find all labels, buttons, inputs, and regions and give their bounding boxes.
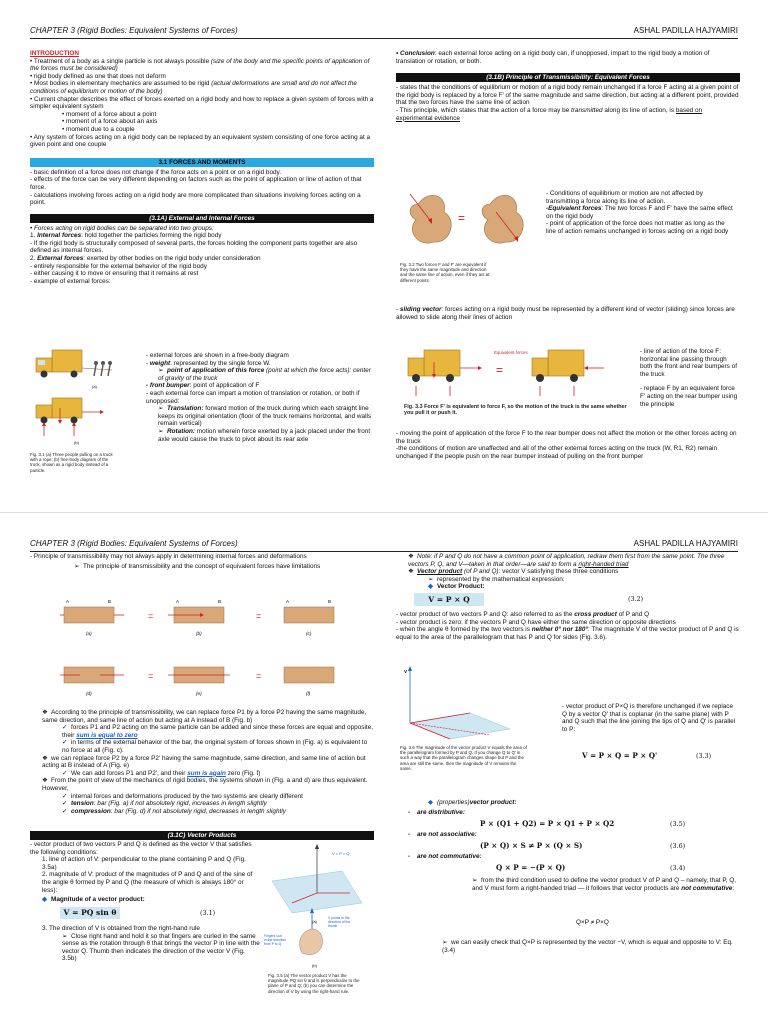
sliding-vector: - sliding vector: forces acting on a rigid body must be represented by a different kind of vector (sliding) since forces are allowed to slide along their lines of action bbox=[396, 306, 735, 321]
vp-l4: 3. The direction of V is obtained from the right-hand rule bbox=[42, 925, 200, 932]
diamond-bullet-icon: ❖ bbox=[408, 553, 414, 560]
bar-b-point-b: B bbox=[218, 599, 222, 604]
section-3-1-title: 3.1 FORCES AND MOMENTS bbox=[30, 158, 374, 167]
bars-label-c: (c) bbox=[306, 631, 312, 636]
fig-3-5-label-a: (a) bbox=[312, 919, 317, 924]
truck-replace-force: - replace F by an equivalent force F' acting on the rear bumper using the principle bbox=[640, 385, 738, 408]
equivalent-forces-label: Equivalent forces bbox=[494, 350, 528, 355]
arrow-bullet-icon: ➢ bbox=[472, 877, 478, 884]
p2-f3b: ✓ tension: bar (Fig. a) if not absolutely rigid, increases in length slightly bbox=[62, 800, 267, 808]
fig-3-6-v: V bbox=[404, 669, 408, 674]
s31a-l4 bbox=[30, 255, 374, 263]
fig-3-3-trucks bbox=[400, 344, 630, 402]
eq-3-3-number: (3.3) bbox=[696, 752, 712, 760]
p2-r1: - vector product of two vectors P and Q: also referred to as the cross product of P and Q bbox=[396, 611, 650, 618]
book-icon: ◆ bbox=[428, 583, 433, 591]
bars-label-a: (a) bbox=[86, 631, 92, 636]
p2-prop-2 bbox=[396, 831, 740, 839]
page-1 bbox=[0, 0, 768, 512]
eq-3-1: V = PQ sin θ bbox=[60, 907, 120, 919]
truck-n4-rest: : point of application of F bbox=[189, 382, 260, 390]
p2-last-line: ➢ we can easily check that Q×P is represented by the vector −V, which is equal and opposite to V: Eq. (3.4) bbox=[442, 939, 733, 954]
truck-n3-rest: (point at which the force acts): center of gravity of the truck bbox=[158, 367, 371, 382]
truck-rope-drawing bbox=[36, 350, 112, 378]
p2-f3: ❖ From the point of view of the mechanics of rigid bodies, the systems shown in (Fig. a and d) are thus equivalent. However, bbox=[42, 777, 368, 792]
truck-n2-rest: : represented by the single force W. bbox=[170, 359, 271, 367]
sliding-vector-para bbox=[396, 306, 740, 321]
author-name-2: ASHAL PADILLA HAJYAMIRI bbox=[633, 539, 738, 548]
s31a-l5: - entirely responsible for the external behavior of the rigid body bbox=[30, 262, 207, 270]
eq-3-4-number: (3.4) bbox=[670, 864, 686, 872]
vector-products-text bbox=[30, 841, 260, 904]
intro-b1-note: (size of the body and the specific points of application of the forces must be considered) bbox=[30, 57, 370, 73]
s31b-l1: - states that the conditions of equilibrium or motion of a rigid body remain unchanged if a force F acting at a given point of the rigid body is replaced by a force F' of the same magnitude and same direction, but acting at a different point, provided that the two forces have the same line of action bbox=[396, 84, 739, 107]
p2-f2: ❖ we can replace force P2 by a force P2' having the same magnitude, same direction, and same line of action but acting at B instead of A (Fig. e) bbox=[42, 754, 366, 770]
svg-text:=: = bbox=[148, 611, 154, 621]
truck-n6-rest: forward motion of the truck during which each straight line keeps its original orientation (floor of the truck remains horizontal, and walls remain vertical) bbox=[158, 405, 372, 428]
s31a-l4-rest: : exerted by other bodies on the rigid body under consideration bbox=[83, 255, 261, 263]
bar-e bbox=[168, 667, 230, 683]
s31a-l3: - If the rigid body is structurally composed of several parts, the forces holding the component parts together are also defined as internal forces. bbox=[30, 239, 358, 255]
fig-3-5-caption: Fig. 3.5 (a) The vector product V has the magnitude PQ sin θ and is perpendicular to the plane of P and Q; (b) you can determine the direction of V by using the right-hand rule. bbox=[268, 973, 360, 994]
bar-b-point-a: A bbox=[176, 599, 180, 604]
svg-text:=: = bbox=[256, 671, 262, 681]
eq-3-1-number: (3.1) bbox=[200, 909, 216, 917]
page-2 bbox=[0, 512, 768, 1025]
vector-products-text-2 bbox=[30, 925, 260, 963]
eq-3-2-number: (3.2) bbox=[628, 595, 644, 603]
fig-3-2-equivalent-forces bbox=[400, 186, 540, 258]
s31a-l4-num: 2. bbox=[30, 255, 38, 263]
s31a-l6: - either causing it to move or ensuring that it remains at rest bbox=[30, 270, 199, 278]
fig-3-1-caption: Fig. 3.1 (a) Three people pulling on a truck with a rope; (b) free-body diagram of the truck, shown as a rigid body instead of a particle. bbox=[30, 452, 113, 473]
bar-a bbox=[60, 607, 124, 623]
truck-line-of-action: - line of action of the force F: horizontal line passing through both the front and rear bumpers of the truck bbox=[640, 348, 737, 378]
intro-b2: • rigid body defined as one that does not deform bbox=[30, 72, 166, 80]
intro-b5: • Any system of forces acting on a rigid body can be replaced by an equivalent system consisting of one force acting at a given point and one couple bbox=[30, 133, 371, 149]
p2-properties bbox=[396, 799, 740, 816]
eq-3-2: V = P × Q bbox=[414, 593, 484, 606]
diamond-bullet-icon: ❖ bbox=[408, 568, 414, 576]
conclusion bbox=[396, 50, 740, 65]
translation-term: Translation: bbox=[167, 405, 204, 413]
truck-n2 bbox=[146, 360, 372, 368]
svg-text:=: = bbox=[256, 611, 262, 621]
p2-vp-label: ◆ Vector Product: bbox=[428, 583, 485, 591]
bars-label-f: (f) bbox=[306, 691, 311, 696]
side-2 bbox=[546, 205, 736, 220]
side-2-rest: : The two forces F and F' have the same effect on the rigid body bbox=[546, 205, 733, 220]
fig-3-2-caption: Fig. 3.2 Two forces F and F' are equivalent if they have the same magnitude and direction and the same line of action, even if they act at different points. bbox=[400, 262, 490, 283]
check-bullet-icon: ✓ bbox=[62, 724, 68, 732]
page-header-2 bbox=[30, 537, 738, 552]
p1-right-column bbox=[396, 50, 740, 122]
p2-right-column bbox=[396, 553, 740, 591]
truck-n3 bbox=[146, 367, 372, 382]
sliding-vector-text: : forces acting on a rigid body must be represented by a different kind of vector (sliding) since forces are allowed to slide along their lines of action bbox=[396, 306, 735, 321]
bar-c-point-a: A bbox=[286, 599, 290, 604]
inequality: Q×P ≠ P×Q bbox=[576, 919, 609, 926]
bar-c bbox=[284, 607, 334, 623]
s31b-l2-i: transmitted bbox=[571, 106, 603, 114]
section-3-1a-title: (3.1A) External and Internal Forces bbox=[30, 214, 374, 223]
book-icon: ◆ bbox=[42, 896, 47, 904]
eq-3-5-number: (3.5) bbox=[670, 820, 686, 828]
s31a-l2-rest: : hold together the particles forming the rigid body bbox=[81, 232, 222, 240]
section-3-1b-title: (3.1B) Principle of Transmissibility: Equivalent Forces bbox=[396, 73, 740, 82]
arrow-bullet-icon: ➢ bbox=[158, 405, 164, 413]
truck-n7 bbox=[146, 428, 372, 443]
s31a-l2 bbox=[30, 232, 374, 240]
eq-3-5: P × (Q1 + Q2) = P × Q1 + P × Q2 bbox=[480, 819, 615, 828]
fig-3-5 bbox=[262, 841, 372, 971]
svg-text:=: = bbox=[148, 671, 154, 681]
s31a-l1: • Forces acting on rigid bodies can be separated into two groups: bbox=[30, 224, 214, 232]
vp-l3: 2. magnitude of V: product of the magnitudes of P and Q and of the sine of the angle θ formed by P and Q (the measure of which is always 180° or less): bbox=[42, 871, 253, 894]
p2-inequality bbox=[576, 919, 696, 927]
side-1: - Conditions of equilibrium or motion are not affected by transmitting a force along its line of action. bbox=[546, 190, 703, 205]
vp-mag-label: ◆ Magnitude of a vector product: bbox=[42, 896, 145, 904]
s31b-m2: -the conditions of motion are unaffected and all of the other external forces acting on the truck (W, R1, R2) remain unchanged if the people push on the rear bumper instead of pulling on the front bumper bbox=[396, 445, 718, 460]
s31-l2: - effects of the force can be very different depending on factors such as the point of application or line of action of that force. bbox=[30, 176, 362, 191]
equivalent-forces-term: -Equivalent forces bbox=[546, 205, 602, 213]
bar-f bbox=[284, 667, 334, 683]
s31b-bottom bbox=[396, 430, 740, 460]
side-3: - point of application of the force does not matter as long as the line of action remains unchanged in forces acting on a rigid body bbox=[546, 220, 729, 235]
point-of-application-term: point of application of this force bbox=[167, 367, 265, 375]
intro-s3: • moment due to a couple bbox=[62, 125, 135, 133]
p2-commutative-note bbox=[440, 877, 740, 892]
svg-text:=: = bbox=[496, 363, 504, 377]
vp-l2: 1. line of action of V: perpendicular to the plane containing P and Q (Fig. 3.5a) bbox=[42, 856, 246, 871]
eq-3-4: Q × P = −(P × Q) bbox=[496, 863, 566, 872]
bars-label-b: (b) bbox=[196, 631, 202, 636]
s31b-l2-u: based on experimental evidence bbox=[396, 106, 703, 122]
p2-s1: - vector product of P×Q is therefore unchanged if we replace Q by a vector Q' that is coplanar (in the same plane) with P and Q such that the line joining the tips of Q and Q' is parallel to P: bbox=[562, 703, 736, 733]
fig-3-6-caption: Fig. 3.6 The magnitude of the vector product V equals the area of the parallelogram formed by P and Q. If you change Q to Q' in such a way that the parallelogram changes shape but P and the area are still the same, then the magnitude of V remains the same. bbox=[400, 745, 527, 771]
bar-c-point-b: B bbox=[328, 599, 332, 604]
prop-commutative: - are not commutative: bbox=[408, 853, 482, 860]
s31b-side-notes bbox=[546, 190, 736, 236]
p2-prop-3 bbox=[396, 853, 740, 861]
arrow-bullet-icon: ➢ bbox=[158, 427, 164, 435]
conclusion-term: • Conclusion bbox=[396, 50, 435, 57]
truck-n5: - each external force can impart a motion of translation or rotation, or both if unopposed: bbox=[146, 389, 360, 405]
truck-n7-rest: motion wherein force exerted by a jack placed under the front axle would cause the truck to pivot about its rear axle bbox=[158, 427, 371, 443]
truck-n6 bbox=[146, 405, 372, 428]
external-forces-term: External forces bbox=[37, 255, 84, 263]
fig-3-1-truck bbox=[30, 346, 142, 452]
sliding-vector-term: sliding vector bbox=[399, 306, 442, 313]
p2-f2a: ✓ We can add forces P1 and P2', and their sum is again zero (Fig. f) bbox=[62, 769, 261, 777]
p2-f1b: ✓ in terms of the external behavior of the bar, the original system of forces shown in (Fig. a) is equivalent to no force at all (Fig. c). bbox=[62, 739, 368, 754]
fig-3-6-parallelogram bbox=[400, 663, 530, 743]
p2-l1: - Principle of transmissibility may not always apply in determining internal forces and deformations bbox=[30, 553, 307, 560]
section-3-1c-title: (3.1C) Vector Products bbox=[30, 831, 374, 840]
dash-bullet-icon: - bbox=[408, 831, 411, 838]
dash-bullet-icon: - bbox=[408, 808, 411, 816]
page-header bbox=[30, 24, 738, 39]
p2-f3a: ✓ internal forces and deformations produced by the two systems are clearly different bbox=[62, 792, 303, 800]
fig-3-1-label-a: (a) bbox=[92, 384, 97, 389]
p2-l2: ➢ The principle of transmissibility and the concept of equivalent forces have limitations bbox=[74, 562, 321, 570]
fig-3-1-label-b: (b) bbox=[74, 440, 79, 445]
p2-def: ❖ Vector product (of P and Q): vector V satisfying these three conditions bbox=[408, 568, 619, 576]
truck-fbd-drawing bbox=[36, 398, 104, 436]
check-bullet-icon: ✓ bbox=[62, 739, 68, 747]
p2-note: ❖ Note: if P and Q do not have a common point of application, redraw them first from the same point. The three vectors P, Q, and V—taken in that order—are said to form a right-handed triad bbox=[408, 553, 725, 568]
fig-3-5-label-b: (b) bbox=[312, 963, 317, 968]
p2-c1: ➢ from the third condition used to define the vector product V of P and Q – namely, that P, Q, and V must form a right-handed triad — it follows that vector products are not commutative: bbox=[472, 877, 737, 892]
arrow-bullet-icon: ➢ bbox=[74, 562, 80, 570]
p2-r3: - when the angle θ formed by the two vectors is neither 0° nor 180°: The magnitude V of the vector product of P and Q is equal to the area of the parallelogram that has P and Q for sides (Fig. 3.6). bbox=[396, 626, 739, 641]
props-title: ◆ (properties)vector product: bbox=[428, 799, 517, 806]
arrow-bullet-icon: ➢ bbox=[62, 932, 68, 940]
arrow-bullet-icon: ➢ bbox=[158, 367, 164, 375]
fig-3-3-notes bbox=[640, 348, 740, 408]
intro-s2: • moment of a force about an axis bbox=[62, 118, 158, 126]
p2-r2: - vector product is zero: if the vectors P and Q have either the same direction or opposite directions bbox=[396, 618, 676, 626]
truck-n1: - external forces are shown in a free-body diagram bbox=[146, 352, 289, 359]
author-name: ASHAL PADILLA HAJYAMIRI bbox=[633, 26, 738, 35]
bar-d bbox=[60, 667, 124, 683]
diamond-bullet-icon: ❖ bbox=[42, 777, 48, 785]
arrow-bullet-icon: ➢ bbox=[442, 939, 448, 946]
intro-s1: • moment of a force about a point bbox=[62, 110, 157, 118]
p2-f1a: ✓ forces P1 and P2 acting on the same particle can be added and since these forces are equal and opposite, their sum is equal to zero bbox=[62, 724, 373, 739]
fig-3-5-v-label: V = P × Q bbox=[332, 851, 350, 856]
check-bullet-icon: ✓ bbox=[62, 800, 68, 808]
p2-f3c: ✓ compression: bar (Fig. d) if not absolutely rigid, decreases in length slightly bbox=[62, 807, 286, 815]
intro-b3-note: (actual deformations are small and do not affect the conditions of equilibrium or motion of the body) bbox=[30, 80, 357, 95]
bar-a-point-a: A bbox=[66, 599, 70, 604]
arrow-bullet-icon: ➢ bbox=[428, 575, 434, 583]
diamond-bullet-icon: ❖ bbox=[42, 709, 48, 716]
p2-left-bullets bbox=[30, 709, 374, 815]
check-bullet-icon: ✓ bbox=[62, 769, 68, 777]
eq-3-6: (P × Q) × S ≠ P × (Q × S) bbox=[480, 841, 583, 850]
s31-l3: - calculations involving forces acting on a rigid body are more complicated than situations involving forces acting on a point. bbox=[30, 191, 361, 207]
eq-3-3: V = P × Q = P × Q' bbox=[582, 751, 658, 760]
truck-notes bbox=[146, 352, 372, 443]
vp-l5: ➢ Close right hand and hold it so that fingers are curled in the same sense as the rotation through θ that brings the vector P in line with the vector Q. Thumb then indicates the direction of the vector V (Fig. 3.5b) bbox=[62, 932, 260, 963]
chapter-title-2: CHAPTER 3 (Rigid Bodies: Equivalent Systems of Forces) bbox=[30, 539, 238, 548]
s31b-l2-b: along its line of action, is bbox=[602, 106, 676, 114]
prop-associative: - are not associative: bbox=[408, 831, 477, 838]
intro-title: INTRODUCTION bbox=[30, 50, 79, 57]
bars-label-d: (d) bbox=[86, 691, 92, 696]
truck-n4 bbox=[146, 382, 372, 390]
fig-3-5-fingers-text: Fingers curl in the direction from P to Q bbox=[264, 934, 287, 946]
s31a-l7: - example of external forces: bbox=[30, 277, 111, 285]
p2-left-top bbox=[30, 553, 374, 570]
s31b-l2 bbox=[396, 107, 740, 122]
truck-n2-dash: - bbox=[146, 359, 150, 367]
p2-s1-block bbox=[562, 703, 738, 733]
chapter-title: CHAPTER 3 (Rigid Bodies: Equivalent Systems of Forces) bbox=[30, 26, 238, 35]
s31-l1: - basic definition of a force does not change if the force acts on a point or on a rigid body. bbox=[30, 168, 282, 176]
intro-b1-text: • Treatment of a body as a single particle is not always possible bbox=[30, 57, 211, 65]
intro-b4: • Current chapter describes the effect of forces exerted on a rigid body and how to replace a given system of forces with a simpler equivalent system bbox=[30, 95, 374, 111]
diamond-bullet-icon: ❖ bbox=[42, 754, 48, 762]
book-icon: ◆ bbox=[428, 799, 433, 806]
p2-def-sub: ➢ represented by the mathematical expression: bbox=[428, 575, 565, 583]
eq-3-6-number: (3.6) bbox=[670, 842, 686, 850]
check-bullet-icon: ✓ bbox=[62, 807, 68, 815]
p2-last bbox=[410, 939, 740, 954]
p1-left-column bbox=[30, 50, 374, 285]
p2-right-column-2 bbox=[396, 611, 740, 641]
s31b-l2-a: - This principle, which states that the action of a force may be bbox=[396, 106, 571, 114]
prop-distributive: - are distributive: bbox=[408, 808, 465, 816]
s31a-l2-num: 1. bbox=[30, 232, 38, 240]
weight-term: weight bbox=[149, 359, 171, 367]
internal-forces-term: Internal forces bbox=[37, 232, 82, 240]
vp-l1: - vector product of two vectors P and Q is defined as the vector V that satisfies the following conditions: bbox=[30, 841, 252, 856]
intro-b1 bbox=[30, 58, 374, 73]
check-bullet-icon: ✓ bbox=[62, 792, 68, 800]
rotation-term: Rotation: bbox=[167, 427, 196, 435]
s31b-m1: - moving the point of application of the force F to the rear bumper does not affect the motion or the other forces acting on the truck bbox=[396, 430, 737, 445]
fig-3-5-thumb-text: V points in the direction of the thumb bbox=[328, 916, 351, 928]
intro-b3 bbox=[30, 80, 374, 95]
bar-b bbox=[168, 607, 224, 623]
intro-b3-text: • Most bodies in elementary mechanics are assumed to be rigid bbox=[30, 80, 212, 88]
dash-bullet-icon: - bbox=[408, 853, 411, 860]
bar-a-point-b: B bbox=[108, 599, 112, 604]
conclusion-text: : each external force acting on a rigid body can, if unopposed, impart to the rigid body a motion of translation or rotation, or both. bbox=[396, 50, 710, 65]
bars-label-e: (e) bbox=[196, 691, 202, 696]
svg-text:=: = bbox=[458, 211, 466, 225]
fig-3-3-caption: Fig. 3.3 Force F' is equivalent to force F, so the motion of the truck is the same whether you pull it or push it. bbox=[404, 404, 627, 417]
fig-bars-transmissibility bbox=[60, 595, 340, 705]
p2-f1: ❖ According to the principle of transmissibility, we can replace force P1 by a force P2 having the same magnitude, same direction, and same line of action but acting at A instead of B (Fig. b) bbox=[42, 709, 367, 724]
front-bumper-term: - front bumper bbox=[146, 382, 190, 390]
